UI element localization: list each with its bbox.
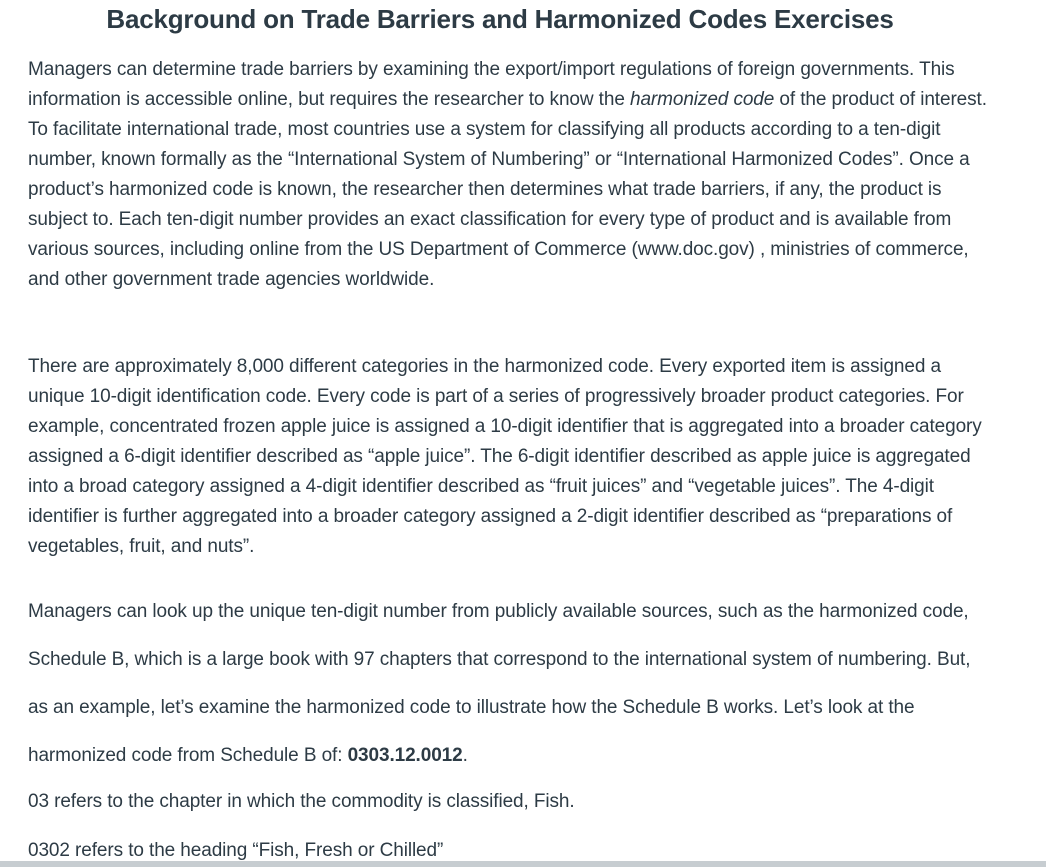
harmonized-code-emphasis: harmonized code bbox=[629, 89, 775, 110]
example-code: 0303.12.0012 bbox=[347, 745, 463, 766]
paragraph-categories: There are approximately 8,000 different categories in the harmonized code. Every exported item is assigned a unique 10-digit identification code. Every code is part of a series of progressively broader product categories. For example, concentrated frozen apple juice is assigned a 10-digit identifier that is aggregated into a broader category assigned a 6-digit identifier described as “apple juice”. The 6-digit identifier described as apple juice is aggregated into a broad category assigned a 4-digit identifier described as “fruit juices” and “vegetable juices”. The 4-digit identifier is further aggregated into a broader category assigned a 2-digit identifier described as “preparations of vegetables, fruit, and nuts”. bbox=[28, 356, 982, 557]
paragraph-schedule-b bbox=[28, 588, 988, 780]
paragraph-period: . bbox=[462, 745, 468, 766]
paragraph-text: Managers can determine trade barriers by examining the export/import regulations of foreign governments. This information is accessible online, but requires the researcher to know the bbox=[28, 59, 955, 110]
paragraph-chapter-explanation: 03 refers to the chapter in which the commodity is classified, Fish. bbox=[28, 791, 575, 812]
paragraph-heading-explanation: 0302 refers to the heading “Fish, Fresh or Chilled” bbox=[28, 840, 444, 861]
paragraph-text: of the product of interest. To facilitate international trade, most countries use a system for classifying all products according to a ten-digit number, known formally as the “International System of Numbering” or “International Harmonized Codes”. Once a product’s harmonized code is known, the researcher then determines what trade barriers, if any, the product is subject to. Each ten-digit number provides an exact classification for every type of product and is available from various sources, including online from the US Department of Commerce (www.doc.gov) , ministries of commerce, and other government trade agencies worldwide. bbox=[28, 89, 987, 290]
horizontal-scrollbar[interactable] bbox=[0, 861, 1046, 867]
page-title: Background on Trade Barriers and Harmonized Codes Exercises bbox=[106, 4, 894, 34]
paragraph-harmonized-intro bbox=[28, 55, 988, 295]
paragraph-text: Managers can look up the unique ten-digit number from publicly available sources, such as the harmonized code, Schedule B, which is a large book with 97 chapters that correspond to the international system of numbering. But, as an example, let’s examine the harmonized code to illustrate how the Schedule B works. Let’s look at the harmonized code from Schedule B of: bbox=[28, 601, 971, 766]
